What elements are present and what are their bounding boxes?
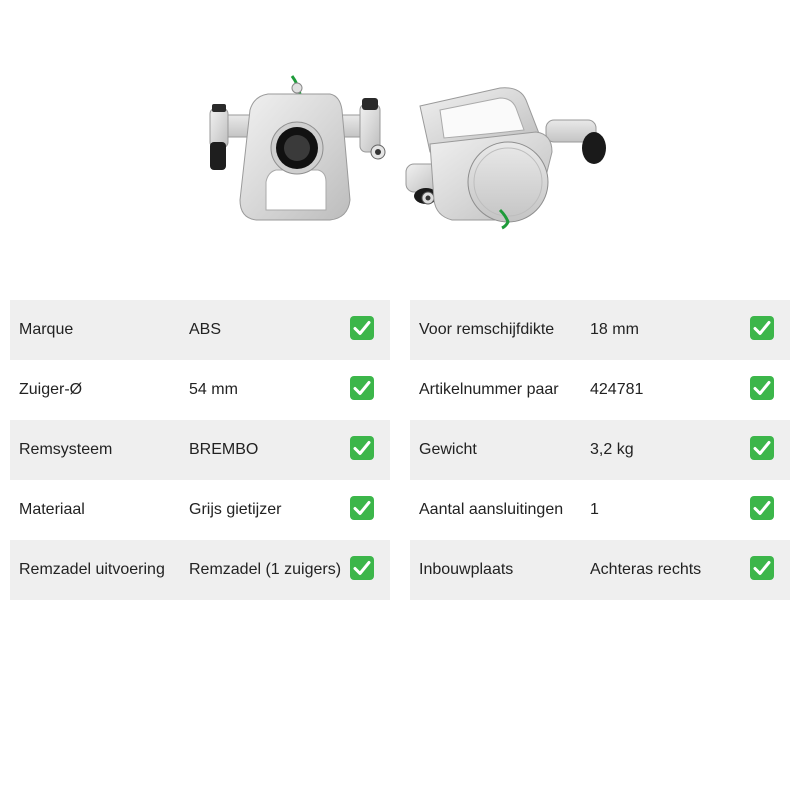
check-mark-icon <box>750 376 774 400</box>
spec-label: Artikelnummer paar <box>419 381 559 398</box>
check-mark-icon <box>350 496 374 520</box>
check-mark-icon <box>750 496 774 520</box>
check-mark-icon <box>750 316 774 340</box>
spec-value: BREMBO <box>189 441 259 458</box>
spec-table-right <box>410 300 790 600</box>
spec-row-remschijfdikte <box>410 300 790 360</box>
spec-row-materiaal <box>10 480 390 540</box>
spec-row-remzadel-uitvoering <box>10 540 390 600</box>
spec-label: Remsysteem <box>19 441 113 458</box>
check-mark-icon <box>750 436 774 460</box>
check-mark-icon <box>750 556 774 580</box>
spec-value: 424781 <box>590 381 644 398</box>
spec-label: Voor remschijfdikte <box>419 321 555 338</box>
spec-value: 18 mm <box>590 321 639 338</box>
spec-row-marque <box>10 300 390 360</box>
spec-label: Gewicht <box>419 441 477 458</box>
check-mark-icon <box>350 436 374 460</box>
spec-label: Marque <box>19 321 74 338</box>
product-image <box>190 60 620 240</box>
spec-value: ABS <box>189 321 222 338</box>
caliper-front-view <box>210 76 385 220</box>
check-mark-icon <box>350 316 374 340</box>
spec-row-remsysteem <box>10 420 390 480</box>
brake-caliper-illustration <box>190 60 620 240</box>
check-mark-icon <box>350 376 374 400</box>
caliper-rear-view <box>406 88 606 228</box>
spec-row-inbouwplaats <box>410 540 790 600</box>
spec-value: Grijs gietijzer <box>189 501 282 518</box>
spec-row-gewicht <box>410 420 790 480</box>
spec-value: Remzadel (1 zuigers) <box>189 561 342 578</box>
spec-label: Remzadel uitvoering <box>19 561 165 578</box>
spec-value: Achteras rechts <box>590 561 702 578</box>
spec-value: 1 <box>590 501 599 518</box>
spec-label: Inbouwplaats <box>419 561 514 578</box>
spec-row-artikelnummer <box>410 360 790 420</box>
spec-label: Materiaal <box>19 501 85 518</box>
spec-label: Zuiger-Ø <box>19 381 83 398</box>
spec-label: Aantal aansluitingen <box>419 501 564 518</box>
spec-table-left <box>10 300 390 600</box>
spec-row-zuiger <box>10 360 390 420</box>
check-mark-icon <box>350 556 374 580</box>
spec-value: 3,2 kg <box>590 441 634 458</box>
spec-value: 54 mm <box>189 381 238 398</box>
spec-row-aansluitingen <box>410 480 790 540</box>
